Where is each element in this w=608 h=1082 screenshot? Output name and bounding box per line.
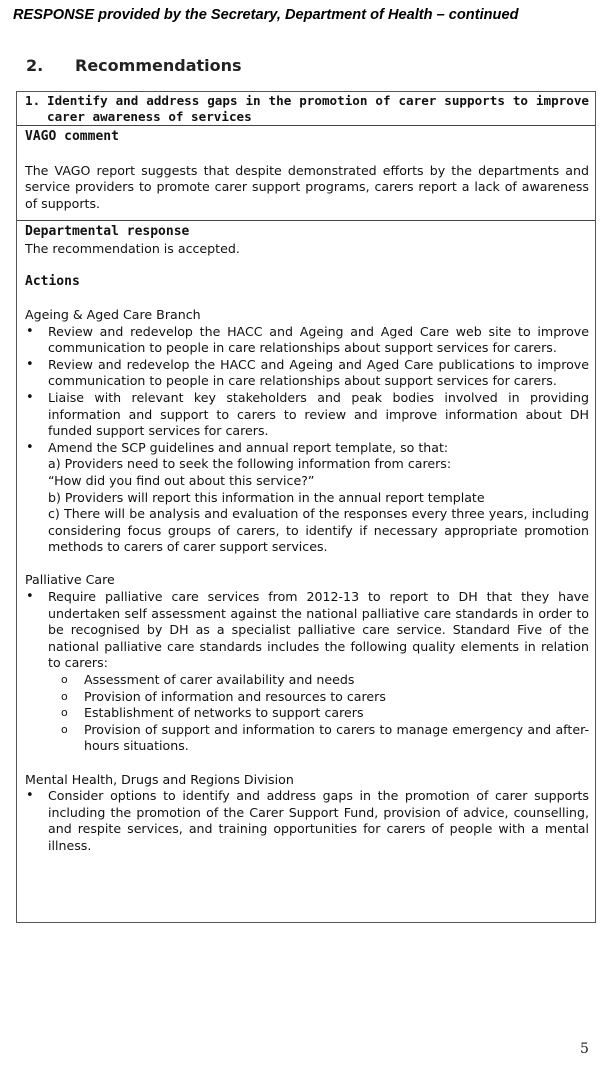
vago-comment-label: VAGO comment: [25, 129, 119, 144]
section-title-text: Recommendations: [75, 56, 242, 75]
departmental-response-text: The recommendation is accepted.: [25, 240, 240, 256]
recommendation-text: Identify and address gaps in the promotion of carer supports to improve carer awareness of services: [47, 93, 589, 124]
departmental-response-label: Departmental response: [25, 224, 190, 239]
vago-comment-text: The VAGO report suggests that despite demonstrated efforts by the departments and service providers to promote carer support programs, carers report a lack of awareness of supports.: [25, 162, 589, 211]
list-item: [25, 788, 589, 854]
list-item-text: Review and redevelop the HACC and Ageing and Aged Care web site to improve communication to people in care relationships about support services for carers.: [48, 323, 589, 356]
list-item-text: Review and redevelop the HACC and Ageing and Aged Care publications to improve communication to people in care relationships about support services for carers.: [48, 356, 589, 389]
sub-list-item: o Assessment of carer availability and needs: [49, 672, 589, 689]
sub-list-item: o Establishment of networks to support carers: [49, 705, 589, 722]
sub-item-text: a) Providers need to seek the following information from carers:: [48, 456, 452, 472]
section-number: 2.: [26, 56, 44, 75]
page-header: RESPONSE provided by the Secretary, Department of Health – continued: [13, 7, 519, 23]
bullet-list: [25, 788, 589, 854]
bullet-list: [25, 324, 589, 556]
actions-label: Actions: [25, 273, 80, 289]
section-title: [26, 56, 242, 75]
list-item: [25, 390, 589, 440]
sub-bullet-list: [25, 672, 589, 755]
list-item-text: Liaise with relevant key stakeholders and peak bodies involved in providing information and support to carers to review and improve information about DH funded support services for carers.: [48, 389, 589, 439]
recommendation-table: [16, 91, 596, 923]
sub-item-text: “How did you find out about this service?”: [48, 472, 315, 488]
page-number: 5: [580, 1041, 589, 1057]
sub-list-item: o Provision of support and information to carers to manage emergency and after-hours situations.: [49, 722, 589, 755]
list-item: [25, 357, 589, 390]
departmental-response-cell: [17, 221, 595, 855]
list-item-text: • Amend the SCP guidelines and annual report template, so that:: [48, 439, 449, 455]
sub-item-text: b) Providers will report this information in the annual report template: [48, 489, 485, 505]
sub-list-item: o Provision of information and resources to carers: [49, 689, 589, 706]
recommendation-number: 1.: [25, 93, 41, 108]
list-item-text: Consider options to identify and address gaps in the promotion of carer supports including the promotion of the Carer Support Fund, provision of advice, counselling, and respite services, and training opportunities for carers of people with a mental illness.: [48, 788, 589, 853]
group-title: Mental Health, Drugs and Regions Division: [25, 771, 294, 787]
sub-item-text: c) There will be analysis and evaluation of the responses every three years, including considering focus groups of carers, to identify if necessary appropriate promotion methods to carers of carer support services.: [48, 506, 589, 555]
list-item-text: • Require palliative care services from 2012-13 to report to DH that they have undertaken self assessment against the national palliative care standards in order to be recognised by DH as a specialist palliative care service. Standard Five of the national palliative care standards includes the following quality elements in relation to carers:: [48, 589, 589, 671]
list-item: [25, 440, 589, 556]
vago-comment-cell: [17, 126, 595, 221]
list-item: [25, 589, 589, 672]
group-title: Ageing & Aged Care Branch: [25, 306, 201, 322]
recommendation-row: [17, 92, 595, 126]
list-item: [25, 324, 589, 357]
group-title: Palliative Care: [25, 572, 115, 588]
bullet-list: [25, 589, 589, 672]
